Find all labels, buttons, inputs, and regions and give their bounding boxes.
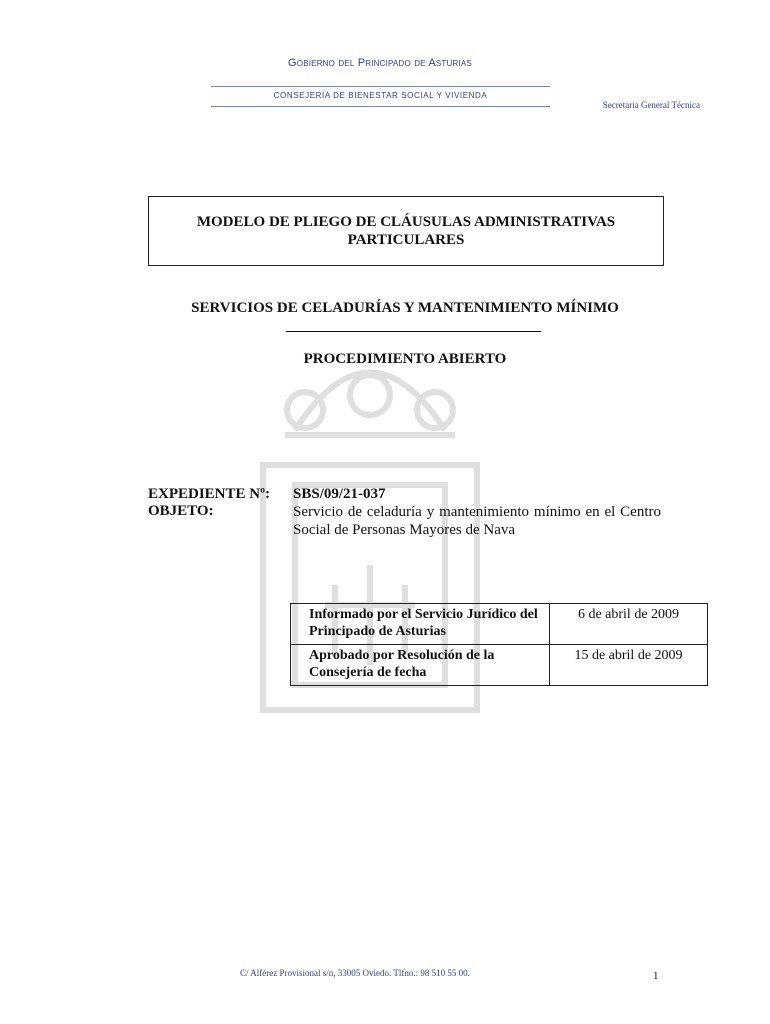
page-number: 1 [653,970,659,982]
document-title-box [148,196,664,266]
approvals-table [290,603,708,686]
government-title: Gobierno del Principado de Asturias [288,57,472,69]
document-title-line1: MODELO DE PLIEGO DE CLÁUSULAS ADMINISTRATIVAS [196,214,616,230]
table-row [291,645,708,686]
table-row [291,604,708,645]
document-subject: SERVICIOS DE CELADURÍAS Y MANTENIMIENTO MÍNIMO [191,300,619,316]
approval-date: 6 de abril de 2009 [550,604,708,645]
subject-separator [286,331,541,332]
file-number: SBS/09/21-037 [293,486,386,502]
procedure-type: PROCEDIMIENTO ABIERTO [303,351,507,367]
header-rule-top [211,86,550,87]
approval-date: 15 de abril de 2009 [550,645,708,686]
footer-address: C/ Alférez Provisional s/n, 33005 Oviedo. Tlfno.: 98 510 55 00. [240,968,470,978]
file-label: EXPEDIENTE Nº: [148,486,271,502]
object-label: OBJETO: [148,503,214,519]
header-rule-bottom [211,106,550,107]
office-name: Secretaría General Técnica [602,100,700,110]
department-name: CONSEJERÍA DE BIENESTAR SOCIAL Y VIVIENDA [273,91,488,100]
approval-description: Aprobado por Resolución de la Consejería de fecha [291,645,550,686]
object-text: Servicio de celaduría y mantenimiento mínimo en el Centro Social de Personas Mayores de Nava [293,504,661,538]
document-title-line2: PARTICULARES [347,232,465,248]
approval-description: Informado por el Servicio Jurídico del Principado de Asturias [291,604,550,645]
